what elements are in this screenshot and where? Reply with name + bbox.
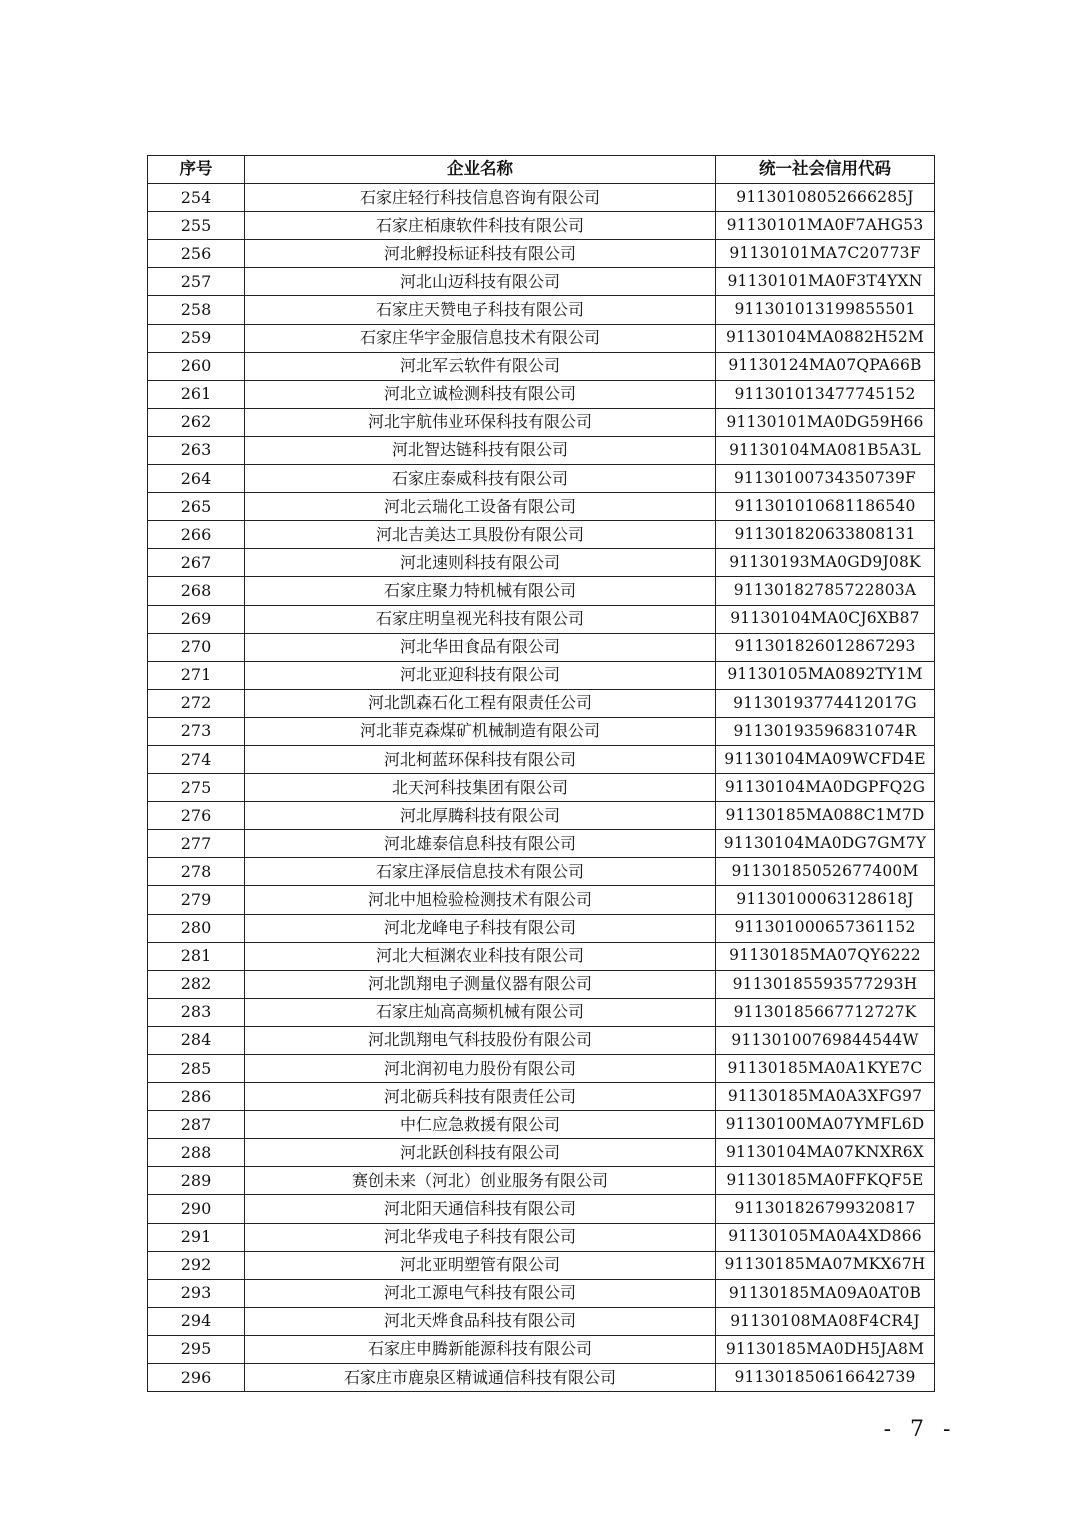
table-row [148, 830, 935, 858]
row-credit-code: 911301826799320817 [716, 1195, 935, 1223]
table-row [148, 1195, 935, 1223]
row-credit-code: 91130193774412017G [716, 689, 935, 717]
row-credit-code: 911301820633808131 [716, 521, 935, 549]
row-credit-code: 911301826012867293 [716, 633, 935, 661]
row-credit-code: 911301013477745152 [716, 380, 935, 408]
row-credit-code: 91130185MA0A1KYE7C [716, 1055, 935, 1083]
row-seq: 257 [148, 268, 245, 296]
row-company-name: 石家庄泰威科技有限公司 [245, 465, 716, 493]
row-company-name: 河北工源电气科技有限公司 [245, 1279, 716, 1307]
row-seq: 277 [148, 830, 245, 858]
row-credit-code: 91130185MA0DH5JA8M [716, 1335, 935, 1363]
row-company-name: 河北砺兵科技有限责任公司 [245, 1083, 716, 1111]
row-seq: 259 [148, 324, 245, 352]
row-company-name: 石家庄市鹿泉区精诚通信科技有限公司 [245, 1364, 716, 1392]
row-credit-code: 91130104MA0CJ6XB87 [716, 605, 935, 633]
row-seq: 283 [148, 998, 245, 1026]
page-number: - 7 - [883, 1417, 957, 1442]
row-seq: 294 [148, 1307, 245, 1335]
table-row [148, 998, 935, 1026]
row-seq: 266 [148, 521, 245, 549]
row-credit-code: 91130101MA0F3T4YXN [716, 268, 935, 296]
table-row [148, 661, 935, 689]
row-company-name: 河北凯翔电气科技股份有限公司 [245, 1026, 716, 1054]
header-code: 统一社会信用代码 [716, 156, 935, 184]
table-row [148, 268, 935, 296]
row-seq: 282 [148, 970, 245, 998]
table-row [148, 1335, 935, 1363]
row-seq: 286 [148, 1083, 245, 1111]
row-seq: 289 [148, 1167, 245, 1195]
table-row [148, 240, 935, 268]
row-credit-code: 91130104MA081B5A3L [716, 436, 935, 464]
row-company-name: 石家庄明皇视光科技有限公司 [245, 605, 716, 633]
row-seq: 275 [148, 774, 245, 802]
row-credit-code: 91130100MA07YMFL6D [716, 1111, 935, 1139]
row-credit-code: 91130185MA09A0AT0B [716, 1279, 935, 1307]
row-seq: 261 [148, 380, 245, 408]
row-credit-code: 911301850616642739 [716, 1364, 935, 1392]
table-row [148, 970, 935, 998]
row-credit-code: 91130101MA7C20773F [716, 240, 935, 268]
row-credit-code: 91130105MA0A4XD866 [716, 1223, 935, 1251]
row-seq: 267 [148, 549, 245, 577]
row-seq: 284 [148, 1026, 245, 1054]
row-seq: 274 [148, 745, 245, 773]
table-row [148, 521, 935, 549]
row-seq: 264 [148, 465, 245, 493]
row-seq: 254 [148, 184, 245, 212]
table-row [148, 1279, 935, 1307]
table-row [148, 1083, 935, 1111]
table-row [148, 802, 935, 830]
row-seq: 293 [148, 1279, 245, 1307]
row-credit-code: 91130185667712727K [716, 998, 935, 1026]
table-row [148, 408, 935, 436]
row-company-name: 河北凯翔电子测量仪器有限公司 [245, 970, 716, 998]
row-seq: 270 [148, 633, 245, 661]
row-company-name: 赛创未来（河北）创业服务有限公司 [245, 1167, 716, 1195]
row-seq: 279 [148, 886, 245, 914]
row-company-name: 石家庄聚力特机械有限公司 [245, 577, 716, 605]
row-seq: 278 [148, 858, 245, 886]
row-credit-code: 91130104MA09WCFD4E [716, 745, 935, 773]
row-credit-code: 91130185MA0A3XFG97 [716, 1083, 935, 1111]
row-seq: 285 [148, 1055, 245, 1083]
table-row [148, 352, 935, 380]
row-credit-code: 911301010681186540 [716, 493, 935, 521]
row-company-name: 河北中旭检验检测技术有限公司 [245, 886, 716, 914]
row-seq: 287 [148, 1111, 245, 1139]
row-credit-code: 911301013199855501 [716, 296, 935, 324]
table-row [148, 774, 935, 802]
row-company-name: 河北军云软件有限公司 [245, 352, 716, 380]
row-seq: 281 [148, 942, 245, 970]
row-company-name: 河北大桓渊农业科技有限公司 [245, 942, 716, 970]
row-company-name: 河北天烨食品科技有限公司 [245, 1307, 716, 1335]
row-company-name: 河北菲克森煤矿机械制造有限公司 [245, 717, 716, 745]
row-company-name: 河北速则科技有限公司 [245, 549, 716, 577]
row-company-name: 河北云瑞化工设备有限公司 [245, 493, 716, 521]
row-credit-code: 91130193596831074R [716, 717, 935, 745]
row-credit-code: 91130104MA0DGPFQ2G [716, 774, 935, 802]
table-row [148, 1167, 935, 1195]
table-row [148, 436, 935, 464]
table-row [148, 633, 935, 661]
row-credit-code: 91130185593577293H [716, 970, 935, 998]
table-row [148, 465, 935, 493]
row-company-name: 河北华戎电子科技有限公司 [245, 1223, 716, 1251]
header-name: 企业名称 [245, 156, 716, 184]
row-company-name: 河北雄泰信息科技有限公司 [245, 830, 716, 858]
row-credit-code: 91130193MA0GD9J08K [716, 549, 935, 577]
table-row [148, 886, 935, 914]
table-row [148, 689, 935, 717]
table-row [148, 605, 935, 633]
row-seq: 290 [148, 1195, 245, 1223]
table-row [148, 1055, 935, 1083]
row-company-name: 河北厚腾科技有限公司 [245, 802, 716, 830]
row-seq: 265 [148, 493, 245, 521]
row-company-name: 河北凯森石化工程有限责任公司 [245, 689, 716, 717]
row-credit-code: 91130108MA08F4CR4J [716, 1307, 935, 1335]
row-company-name: 河北亚迎科技有限公司 [245, 661, 716, 689]
row-company-name: 河北立诚检测科技有限公司 [245, 380, 716, 408]
table-row [148, 1307, 935, 1335]
row-seq: 291 [148, 1223, 245, 1251]
enterprise-table [147, 155, 935, 1392]
row-seq: 269 [148, 605, 245, 633]
table-row [148, 1111, 935, 1139]
row-credit-code: 91130104MA0DG7GM7Y [716, 830, 935, 858]
table-row [148, 184, 935, 212]
row-credit-code: 91130108052666285J [716, 184, 935, 212]
row-company-name: 河北亚明塑管有限公司 [245, 1251, 716, 1279]
row-credit-code: 91130105MA0892TY1M [716, 661, 935, 689]
row-seq: 288 [148, 1139, 245, 1167]
row-company-name: 河北华田食品有限公司 [245, 633, 716, 661]
row-seq: 256 [148, 240, 245, 268]
row-seq: 260 [148, 352, 245, 380]
table-row [148, 1026, 935, 1054]
row-seq: 268 [148, 577, 245, 605]
table-row [148, 914, 935, 942]
row-company-name: 石家庄泽辰信息技术有限公司 [245, 858, 716, 886]
row-credit-code: 91130104MA07KNXR6X [716, 1139, 935, 1167]
row-company-name: 石家庄灿高高频机械有限公司 [245, 998, 716, 1026]
header-seq: 序号 [148, 156, 245, 184]
table-row [148, 549, 935, 577]
row-company-name: 石家庄栢康软件科技有限公司 [245, 212, 716, 240]
row-seq: 262 [148, 408, 245, 436]
row-credit-code: 91130101MA0F7AHG53 [716, 212, 935, 240]
row-credit-code: 911301000657361152 [716, 914, 935, 942]
row-seq: 272 [148, 689, 245, 717]
table-row [148, 212, 935, 240]
table-row [148, 493, 935, 521]
row-credit-code: 91130104MA0882H52M [716, 324, 935, 352]
row-seq: 276 [148, 802, 245, 830]
table-row [148, 296, 935, 324]
row-credit-code: 91130185MA07MKX67H [716, 1251, 935, 1279]
table-row [148, 1139, 935, 1167]
row-seq: 292 [148, 1251, 245, 1279]
row-credit-code: 91130124MA07QPA66B [716, 352, 935, 380]
header-row [148, 156, 935, 184]
table-row [148, 717, 935, 745]
table-row [148, 324, 935, 352]
row-seq: 280 [148, 914, 245, 942]
row-company-name: 北天河科技集团有限公司 [245, 774, 716, 802]
table-row [148, 858, 935, 886]
row-company-name: 河北吉美达工具股份有限公司 [245, 521, 716, 549]
table-row [148, 1364, 935, 1392]
row-company-name: 河北润初电力股份有限公司 [245, 1055, 716, 1083]
row-credit-code: 91130100734350739F [716, 465, 935, 493]
row-credit-code: 91130185052677400M [716, 858, 935, 886]
table-row [148, 380, 935, 408]
row-company-name: 河北智达链科技有限公司 [245, 436, 716, 464]
row-company-name: 中仁应急救援有限公司 [245, 1111, 716, 1139]
row-seq: 258 [148, 296, 245, 324]
row-company-name: 河北跃创科技有限公司 [245, 1139, 716, 1167]
table-row [148, 942, 935, 970]
row-company-name: 石家庄轻行科技信息咨询有限公司 [245, 184, 716, 212]
table-header [148, 156, 935, 184]
row-seq: 296 [148, 1364, 245, 1392]
row-credit-code: 91130185MA07QY6222 [716, 942, 935, 970]
row-credit-code: 91130100063128618J [716, 886, 935, 914]
row-company-name: 河北孵投标证科技有限公司 [245, 240, 716, 268]
table-row [148, 1223, 935, 1251]
row-company-name: 河北龙峰电子科技有限公司 [245, 914, 716, 942]
row-seq: 263 [148, 436, 245, 464]
row-credit-code: 91130100769844544W [716, 1026, 935, 1054]
row-company-name: 石家庄申腾新能源科技有限公司 [245, 1335, 716, 1363]
row-seq: 295 [148, 1335, 245, 1363]
row-credit-code: 91130185MA0FFKQF5E [716, 1167, 935, 1195]
row-credit-code: 91130101MA0DG59H66 [716, 408, 935, 436]
row-company-name: 石家庄天赞电子科技有限公司 [245, 296, 716, 324]
table-row [148, 1251, 935, 1279]
table-body [148, 184, 935, 1392]
table-row [148, 745, 935, 773]
row-seq: 255 [148, 212, 245, 240]
table-row [148, 577, 935, 605]
row-credit-code: 91130182785722803A [716, 577, 935, 605]
row-seq: 273 [148, 717, 245, 745]
row-company-name: 石家庄华宇金服信息技术有限公司 [245, 324, 716, 352]
row-seq: 271 [148, 661, 245, 689]
row-company-name: 河北柯蓝环保科技有限公司 [245, 745, 716, 773]
row-company-name: 河北阳天通信科技有限公司 [245, 1195, 716, 1223]
row-company-name: 河北宇航伟业环保科技有限公司 [245, 408, 716, 436]
row-credit-code: 91130185MA088C1M7D [716, 802, 935, 830]
row-company-name: 河北山迈科技有限公司 [245, 268, 716, 296]
